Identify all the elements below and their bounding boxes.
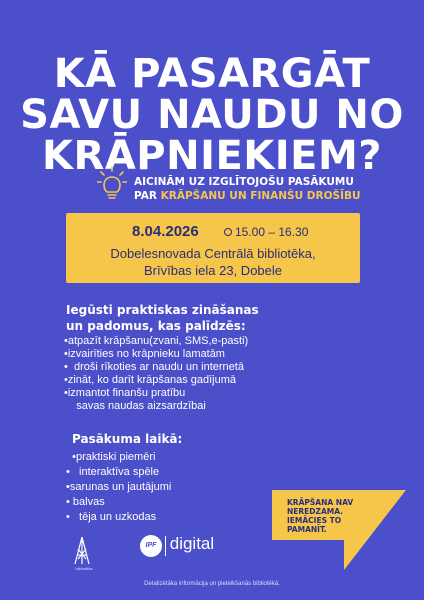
footer-note: Detalizētāka informācija un pieteikšanās bibliotēkā. [144, 581, 280, 587]
list-item: •izmantot finanšu pratību [64, 387, 186, 399]
knowledge-heading-line-1: Iegūsti praktiskas zināšanas [66, 303, 259, 317]
digital-logo-text [165, 534, 214, 554]
lightbulb-icon [97, 166, 127, 202]
badge-line-1: KRĀPŠANA NAV [287, 498, 354, 507]
list-item: •praktiski piemēri [66, 451, 156, 463]
list-item: •zināt, ko darīt krāpšanas gadījumā [64, 374, 236, 386]
knowledge-list [64, 335, 248, 413]
title-line-3: KRĀPNIEKIEM? [42, 133, 382, 179]
library-logo-text: bibliotēka [75, 566, 93, 571]
event-time-wrap [224, 225, 308, 239]
list-item: •sarunas un jautājumi [66, 481, 172, 493]
event-date: 8.04.2026 [132, 223, 199, 240]
digital-word: digital [169, 534, 215, 553]
event-time: 15.00 – 16.30 [235, 225, 309, 239]
event-info-box [66, 213, 360, 283]
invite-line-1: AICINĀM UZ IZGLĪTOJOŠU PASĀKUMU [134, 176, 354, 188]
list-item: •izvairīties no krāpnieku lamatām [64, 348, 225, 360]
invite-prefix: PAR [134, 190, 161, 202]
list-item: savas naudas aizsardzībai [64, 400, 206, 412]
badge-line-4: PAMANĪT. [287, 525, 327, 534]
during-list [66, 450, 171, 525]
badge-line-3: IEMĀCIES TO [287, 516, 342, 525]
list-item: • balvas [66, 496, 105, 508]
list-item: • droši rīkoties ar naudu un internetā [64, 361, 244, 373]
list-item: • interaktīva spēle [66, 466, 160, 478]
during-heading: Pasākuma laikā: [72, 432, 183, 446]
badge-line-2: NEREDZAMA. [287, 507, 344, 516]
title-line-2: SAVU NAUDU NO [20, 92, 404, 138]
clock-icon [224, 228, 232, 236]
invite-highlight: KRĀPŠANU UN FINANŠU DROŠĪBU [160, 190, 361, 202]
badge-text [287, 498, 353, 534]
list-item: •atpazīt krāpšanu(zvani, SMS,e-pasti) [64, 335, 249, 347]
venue-line-2: Brīvības iela 23, Dobele [143, 263, 283, 278]
invite-text [134, 175, 361, 203]
ipf-logo: IPF [140, 535, 162, 557]
knowledge-heading [66, 302, 259, 334]
knowledge-heading-line-2: un padomus, kas palīdzēs: [66, 319, 246, 333]
title-line-1: KĀ PASARGĀT [53, 51, 371, 97]
venue-line-1: Dobelesnovada Centrālā bibliotēka, [110, 246, 316, 261]
invite-line-2 [134, 189, 361, 203]
list-item: • tēja un uzkodas [66, 511, 157, 523]
